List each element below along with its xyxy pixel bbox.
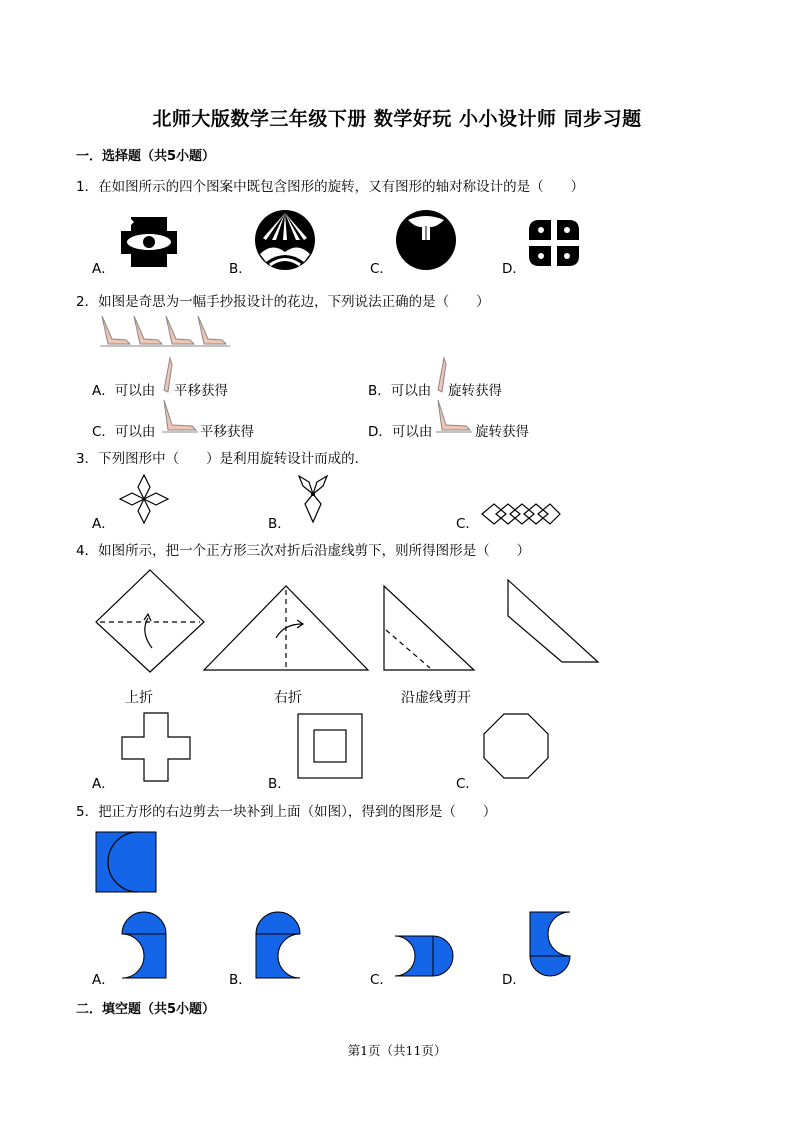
q3-option-b-label: B．	[268, 516, 291, 532]
q1-option-a-label: A．	[92, 261, 115, 277]
q4-caption-fold-up: 上折	[125, 690, 153, 706]
question-2-stem: 2．如图是奇思为一幅手抄报设计的花边，下列说法正确的是（ ）	[76, 294, 490, 310]
q3-option-b-figure	[293, 474, 337, 524]
question-4-stem: 4．如图所示，把一个正方形三次对折后沿虚线剪下，则所得图形是（ ）	[76, 543, 531, 559]
q3-option-c-label: C．	[456, 516, 479, 532]
section-heading-fill-in: 二．填空题（共5小题）	[76, 1002, 216, 1017]
q5-option-c-label: C．	[370, 972, 393, 988]
q5-option-d-label: D．	[502, 972, 526, 988]
q4-option-b-label: B．	[268, 776, 291, 792]
q1-option-b-label: B．	[229, 261, 252, 277]
q5-option-c-figure	[393, 934, 457, 980]
q5-option-b-figure	[252, 912, 308, 980]
q2-option-d-pre: D．可以由	[368, 424, 433, 440]
question-1-stem: 1．在如图所示的四个图案中既包含图形的旋转，又有图形的轴对称设计的是（ ）	[76, 179, 585, 195]
q2-option-b-post: 旋转获得	[448, 383, 502, 399]
q3-option-a-label: A．	[92, 516, 115, 532]
q2-option-c-post: 平移获得	[200, 424, 254, 440]
q2-option-b-pre: B．可以由	[368, 383, 432, 399]
q4-option-a-label: A．	[92, 776, 115, 792]
q4-caption-cut: 沿虚线剪开	[401, 690, 471, 706]
question-3-stem: 3．下列图形中（ ）是利用旋转设计而成的．	[76, 451, 369, 467]
q4-folding-steps-figure	[94, 566, 606, 674]
q5-option-d-figure	[526, 910, 576, 980]
q2-option-a-post: 平移获得	[174, 383, 228, 399]
q2-option-c-pre: C．可以由	[92, 424, 156, 440]
q4-option-a-figure	[120, 711, 194, 785]
q4-option-c-label: C．	[456, 776, 479, 792]
q1-option-c-label: C．	[370, 261, 393, 277]
q4-option-b-figure	[296, 712, 366, 782]
page-footer: 第1页（共11页）	[347, 1043, 447, 1058]
q4-option-c-figure	[482, 712, 552, 782]
q5-option-a-label: A．	[92, 972, 115, 988]
q4-caption-fold-right: 右折	[274, 690, 302, 706]
q3-option-c-figure	[480, 500, 562, 528]
q1-option-d-label: D．	[502, 261, 526, 277]
q2-option-a-pre: A．可以由	[92, 383, 156, 399]
question-5-stem: 5．把正方形的右边剪去一块补到上面（如图），得到的图形是（ ）	[76, 804, 497, 820]
q2-option-d-post: 旋转获得	[475, 424, 529, 440]
q5-square-figure	[94, 830, 160, 896]
q2-option-a-shape	[160, 356, 174, 394]
q5-option-a-figure	[116, 912, 172, 980]
q1-option-b-figure	[252, 208, 318, 272]
q2-option-c-shape	[160, 398, 200, 436]
q2-option-b-shape	[434, 356, 448, 394]
q1-option-d-figure	[527, 218, 583, 270]
q2-border-pattern-figure	[96, 312, 232, 350]
page-title: 北师大版数学三年级下册 数学好玩 小小设计师 同步习题	[152, 108, 642, 130]
q1-option-c-figure	[394, 208, 458, 272]
q3-option-a-figure	[118, 474, 170, 524]
section-heading-choice: 一．选择题（共5小题）	[76, 149, 216, 164]
q5-option-b-label: B．	[229, 972, 252, 988]
q2-option-d-shape	[434, 398, 474, 436]
q1-option-a-figure	[118, 214, 182, 270]
